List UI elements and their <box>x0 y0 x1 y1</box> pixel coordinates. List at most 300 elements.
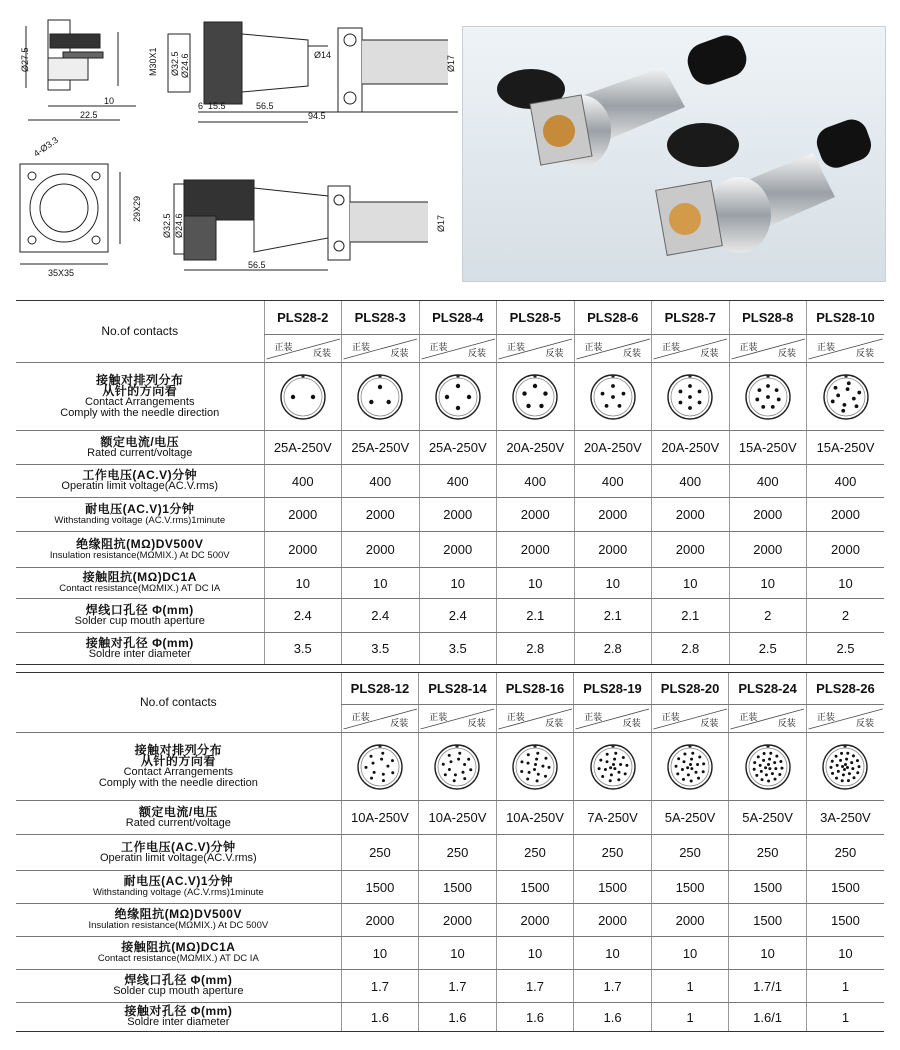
orientation-normal-label: 正装 <box>739 711 758 722</box>
spec-value: 400 <box>419 465 497 498</box>
label-en: Solder cup mouth aperture <box>113 985 244 997</box>
spec-value: 10 <box>264 568 342 599</box>
contact-pin <box>448 753 451 756</box>
contact-pin <box>601 774 604 777</box>
contact-pin <box>540 403 544 407</box>
contact-pin <box>766 395 770 399</box>
model-row <box>16 301 884 335</box>
spec-row <box>16 532 884 568</box>
spec-value: 250 <box>341 835 419 871</box>
contact-pin <box>769 751 772 754</box>
spec-value: 2.4 <box>342 599 420 633</box>
connector-photo <box>462 26 886 282</box>
spec-value: 1500 <box>651 871 729 904</box>
contact-pin <box>468 757 471 760</box>
spec-value: 10 <box>341 937 419 970</box>
dim-label: 56.5 <box>256 101 274 111</box>
spec-value: 2.8 <box>652 633 730 665</box>
spec-value: 1 <box>806 970 884 1003</box>
spec-value: 250 <box>651 835 729 871</box>
spec-value: 2000 <box>419 498 497 532</box>
label-en: Withstanding voltage (AC.V.rms)1minute <box>54 514 226 526</box>
contact-arrangement-icon <box>433 372 483 422</box>
orientation-cell <box>651 705 729 733</box>
spec-value: 2000 <box>496 904 574 937</box>
contact-pin <box>464 777 467 780</box>
spec-value: 2.4 <box>264 599 342 633</box>
label-en: Contact Arrangements <box>85 395 195 408</box>
contact-arrangement-cell <box>342 363 420 431</box>
spec-value: 1.7 <box>574 970 652 1003</box>
spec-value: 10A-250V <box>341 801 419 835</box>
row-label <box>16 532 264 568</box>
contact-pin <box>830 399 834 403</box>
contact-arrangement-icon <box>510 742 560 792</box>
contact-pin <box>617 778 620 781</box>
dim-label: 56.5 <box>248 260 266 270</box>
contact-pin <box>773 777 776 780</box>
contact-pin <box>391 771 394 774</box>
dim-label: Ø17 <box>446 54 456 72</box>
spec-value: 400 <box>574 465 652 498</box>
contact-pin <box>852 767 855 770</box>
contact-pin <box>767 763 770 766</box>
contact-pin <box>619 762 622 765</box>
orientation-cell <box>807 335 885 363</box>
label-en: Rated current/voltage <box>87 446 193 459</box>
label-en: Insulation resistance(MΩMIX.) At DC 500V <box>88 920 269 931</box>
contact-pin <box>456 383 460 387</box>
spec-table-1 <box>16 300 884 665</box>
spec-value: 1.6 <box>574 1003 652 1032</box>
contact-pin <box>612 763 615 766</box>
spec-value: 2000 <box>342 532 420 568</box>
spec-value: 1 <box>651 970 729 1003</box>
model-name: PLS28-6 <box>574 301 652 335</box>
label-cn: 工作电压(AC.V)分钟 <box>121 839 236 854</box>
spec-value: 2.1 <box>497 599 575 633</box>
spec-value: 400 <box>264 465 342 498</box>
model-name: PLS28-20 <box>651 673 729 705</box>
contact-pin <box>852 754 855 757</box>
contact-pin <box>847 779 850 782</box>
contact-pin <box>857 771 860 774</box>
spec-row <box>16 431 884 465</box>
contact-pin <box>520 760 523 763</box>
spec-value: 10 <box>729 937 807 970</box>
orientation-reverse-label: 反装 <box>855 717 874 728</box>
row-label <box>16 568 264 599</box>
label-cn2: 从针的方向看 <box>140 753 216 768</box>
contact-pin <box>765 773 768 776</box>
contact-arrangement-cell <box>574 363 652 431</box>
contact-pin <box>762 758 765 761</box>
spec-value: 1500 <box>341 871 419 904</box>
spec-value: 20A-250V <box>497 431 575 465</box>
orientation-reverse-label: 反装 <box>700 347 719 358</box>
contact-pin <box>373 770 376 773</box>
contact-pin <box>764 766 767 769</box>
contact-pin <box>609 766 612 769</box>
contact-pin <box>456 405 460 409</box>
contact-arrangement-icon <box>588 372 638 422</box>
label-cn2: 从针的方向看 <box>102 383 178 398</box>
spec-value: 1.7 <box>419 970 497 1003</box>
orientation-reverse-label: 反装 <box>545 717 564 728</box>
contact-pin <box>380 757 383 760</box>
contact-pin <box>454 773 457 776</box>
spec-value: 1.6/1 <box>729 1003 807 1032</box>
contact-pin <box>843 767 846 770</box>
dim-label: Ø14 <box>314 50 332 60</box>
contact-pin <box>544 774 547 777</box>
contact-pin <box>702 762 705 765</box>
contact-pin <box>382 779 385 782</box>
spec-row <box>16 568 884 599</box>
model-name: PLS28-10 <box>807 301 885 335</box>
orientation-reverse-label: 反装 <box>545 347 564 358</box>
orientation-cell <box>264 335 342 363</box>
contact-pin <box>778 772 781 775</box>
contact-pin <box>697 776 700 779</box>
spec-value: 1.7 <box>341 970 419 1003</box>
contact-pin <box>523 391 527 395</box>
orientation-reverse-label: 反装 <box>777 717 796 728</box>
contact-pin <box>848 772 851 775</box>
no-of-contacts-label: No.of contacts <box>101 323 179 338</box>
contact-pin <box>527 761 530 764</box>
label-cn: 接触对孔径 Φ(mm) <box>124 1004 233 1018</box>
orientation-normal-label: 正装 <box>662 341 681 352</box>
row-label <box>16 431 264 465</box>
spec-value: 2.8 <box>497 633 575 665</box>
model-row <box>16 673 884 705</box>
orientation-cell <box>419 335 497 363</box>
orientation-normal-label: 正装 <box>661 711 680 722</box>
spec-value: 25A-250V <box>264 431 342 465</box>
contact-pin <box>836 393 840 397</box>
contact-pin <box>851 396 855 400</box>
contact-arrangement-icon <box>588 742 638 792</box>
contact-pin <box>759 769 762 772</box>
spec-value: 10 <box>574 568 652 599</box>
row-label <box>16 835 341 871</box>
label-en: Operatin limit voltage(AC.V.rms) <box>61 480 219 492</box>
orientation-cell <box>652 335 730 363</box>
contact-pin <box>679 400 683 404</box>
model-name: PLS28-24 <box>729 673 807 705</box>
model-name: PLS28-14 <box>419 673 497 705</box>
label-en: Solder cup mouth aperture <box>74 614 205 627</box>
contact-pin <box>771 772 774 775</box>
model-name: PLS28-3 <box>342 301 420 335</box>
contact-pin <box>840 758 843 761</box>
model-name: PLS28-12 <box>341 673 419 705</box>
model-name: PLS28-7 <box>652 301 730 335</box>
contact-pin <box>527 403 531 407</box>
spec-row <box>16 1003 884 1032</box>
spec-row <box>16 904 884 937</box>
contact-arrangement-cell <box>496 733 574 801</box>
spec-row <box>16 937 884 970</box>
contact-pin <box>364 765 367 768</box>
orientation-normal-label: 正装 <box>816 711 835 722</box>
contact-arrangement-cell <box>729 733 807 801</box>
contact-pin <box>846 766 849 769</box>
contact-pin <box>777 397 781 401</box>
contact-pin <box>611 395 615 399</box>
contact-pin <box>691 751 694 754</box>
contact-pin <box>695 770 698 773</box>
spec-value: 5A-250V <box>651 801 729 835</box>
spec-value: 2000 <box>574 532 652 568</box>
label-cn: 工作电压(AC.V)分钟 <box>82 468 198 482</box>
contact-pin <box>625 763 628 766</box>
contact-pin <box>311 394 315 398</box>
spec-value: 2000 <box>264 532 342 568</box>
contact-pin <box>762 752 765 755</box>
spec-value: 2000 <box>729 498 807 532</box>
orientation-reverse-label: 反装 <box>467 347 486 358</box>
spec-value: 250 <box>419 835 497 871</box>
contact-pin <box>837 769 840 772</box>
contact-pin <box>847 751 850 754</box>
spec-value: 250 <box>496 835 574 871</box>
label-en: Withstanding voltage (AC.V.rms)1minute <box>92 887 264 898</box>
contact-arrangement-cell <box>729 363 807 431</box>
contact-pin <box>613 757 616 760</box>
dim-label: 35X35 <box>48 268 75 278</box>
spec-value: 2000 <box>807 532 885 568</box>
header-label-cell <box>16 301 264 363</box>
spec-value: 10 <box>497 568 575 599</box>
orientation-normal-label: 正装 <box>817 341 836 352</box>
spec-value: 1500 <box>496 871 574 904</box>
orientation-cell <box>496 705 574 733</box>
spec-value: 1 <box>651 1003 729 1032</box>
spec-row <box>16 633 884 665</box>
spec-value: 10A-250V <box>419 801 497 835</box>
contact-pin <box>605 760 608 763</box>
dim-label: 15.5 <box>208 101 226 111</box>
contact-pin <box>613 767 616 770</box>
contact-arrangement-cell <box>419 733 497 801</box>
top-section <box>0 0 900 300</box>
spec-value: 3A-250V <box>806 801 884 835</box>
contact-pin <box>768 767 771 770</box>
spec-value: 10 <box>806 937 884 970</box>
spec-value: 10 <box>342 568 420 599</box>
no-of-contacts-label: No.of contacts <box>139 694 217 709</box>
contact-pin <box>535 757 538 760</box>
contact-pin <box>753 761 756 764</box>
label-en: Operatin limit voltage(AC.V.rms) <box>99 851 257 864</box>
arrangement-row <box>16 733 884 801</box>
spec-value: 1500 <box>419 871 497 904</box>
dim-label: Ø24.6 <box>180 53 190 78</box>
spec-value: 2000 <box>574 904 652 937</box>
orientation-cell <box>729 335 807 363</box>
contact-arrangement-icon <box>820 742 870 792</box>
dim-label: Ø17 <box>436 214 446 232</box>
orientation-cell <box>419 705 497 733</box>
orientation-normal-label: 正装 <box>351 711 370 722</box>
row-label <box>16 498 264 532</box>
contact-pin <box>698 389 702 393</box>
contact-pin <box>775 754 778 757</box>
contact-pin <box>370 776 373 779</box>
spec-value: 15A-250V <box>807 431 885 465</box>
orientation-reverse-label: 反装 <box>622 717 641 728</box>
contact-pin <box>291 394 295 398</box>
contact-pin <box>771 405 775 409</box>
model-name: PLS28-2 <box>264 301 342 335</box>
contact-pin <box>599 758 602 761</box>
row-label <box>16 733 341 801</box>
contact-pin <box>851 761 854 764</box>
contact-pin <box>467 394 471 398</box>
dim-label: Ø27.5 <box>20 47 30 72</box>
contact-pin <box>853 776 856 779</box>
label-en: Insulation resistance(MΩMIX.) At DC 500V <box>49 549 230 561</box>
contact-pin <box>688 384 692 388</box>
label-cn: 接触对排列分布 <box>134 742 223 757</box>
contact-pin <box>687 773 690 776</box>
spec-value: 10 <box>729 568 807 599</box>
dim-label: 22.5 <box>80 110 98 120</box>
spec-value: 2000 <box>574 498 652 532</box>
spec-value: 1.6 <box>419 1003 497 1032</box>
contact-arrangement-cell <box>341 733 419 801</box>
contact-arrangement-icon <box>665 742 715 792</box>
spec-value: 2 <box>807 599 885 633</box>
contact-pin <box>768 757 771 760</box>
orientation-reverse-label: 反装 <box>700 717 719 728</box>
contact-pin <box>387 399 391 403</box>
orientation-normal-label: 正装 <box>429 711 448 722</box>
contact-pin <box>760 778 763 781</box>
row-label <box>16 970 341 1003</box>
label-cn: 焊线口孔径 Φ(mm) <box>124 973 233 987</box>
spec-value: 2000 <box>419 904 497 937</box>
spec-value: 400 <box>807 465 885 498</box>
contact-pin <box>756 755 759 758</box>
contact-pin <box>683 760 686 763</box>
spec-value: 10 <box>574 937 652 970</box>
row-label <box>16 363 264 431</box>
spec-value: 10A-250V <box>496 801 574 835</box>
spec-value: 2000 <box>807 498 885 532</box>
contact-pin <box>609 773 612 776</box>
label-cn: 接触阻抗(MΩ)DC1A <box>82 570 197 584</box>
spec-value: 2000 <box>341 904 419 937</box>
contact-arrangement-cell <box>652 363 730 431</box>
contact-arrangement-cell <box>574 733 652 801</box>
contact-pin <box>611 384 615 388</box>
dim-label: 6 <box>198 101 204 111</box>
row-label <box>16 801 341 835</box>
contact-pin <box>675 764 678 767</box>
spec-value: 10 <box>651 937 729 970</box>
contact-pin <box>835 776 838 779</box>
label-cn: 接触对排列分布 <box>95 372 184 387</box>
contact-pin <box>369 399 373 403</box>
contact-pin <box>689 763 692 766</box>
spec-row <box>16 801 884 835</box>
contact-pin <box>755 773 758 776</box>
label-en2: Comply with the needle direction <box>98 776 258 789</box>
contact-pin <box>696 762 699 765</box>
contact-pin <box>391 759 394 762</box>
spec-value: 2.4 <box>419 599 497 633</box>
spec-value: 1 <box>806 1003 884 1032</box>
spec-value: 20A-250V <box>652 431 730 465</box>
contact-pin <box>830 765 833 768</box>
orientation-normal-label: 正装 <box>584 341 603 352</box>
contact-pin <box>836 763 839 766</box>
spec-value: 250 <box>729 835 807 871</box>
spec-value: 3.5 <box>342 633 420 665</box>
spec-value: 2000 <box>419 532 497 568</box>
contact-pin <box>533 767 536 770</box>
contact-pin <box>445 394 449 398</box>
contact-pin <box>537 772 540 775</box>
spec-value: 3.5 <box>264 633 342 665</box>
contact-pin <box>755 397 759 401</box>
contact-pin <box>682 777 685 780</box>
spec-value: 2000 <box>651 904 729 937</box>
contact-pin <box>683 752 686 755</box>
contact-pin <box>686 766 689 769</box>
orientation-normal-label: 正装 <box>584 711 603 722</box>
label-en: Contact resistance(MΩMIX.) AT DC IA <box>97 953 259 964</box>
orientation-reverse-label: 反装 <box>312 347 331 358</box>
row-label <box>16 937 341 970</box>
label-en2: Comply with the needle direction <box>60 406 220 419</box>
contact-pin <box>382 772 385 775</box>
label-cn: 耐电压(AC.V)1分钟 <box>85 501 195 516</box>
spec-value: 2.1 <box>574 599 652 633</box>
spec-value: 2000 <box>497 498 575 532</box>
label-cn: 接触对孔径 Φ(mm) <box>85 635 194 650</box>
contact-pin <box>617 404 621 408</box>
contact-arrangement-cell <box>651 733 729 801</box>
contact-pin <box>757 388 761 392</box>
contact-pin <box>464 762 467 765</box>
contact-arrangement-icon <box>743 372 793 422</box>
spec-value: 10 <box>652 568 730 599</box>
contact-pin <box>774 388 778 392</box>
contact-pin <box>842 402 846 406</box>
orientation-normal-label: 正装 <box>506 711 525 722</box>
orientation-cell <box>574 335 652 363</box>
orientation-cell <box>806 705 884 733</box>
dim-label: Ø32.5 <box>162 213 172 238</box>
orientation-normal-label: 正装 <box>507 341 526 352</box>
contact-pin <box>458 757 461 760</box>
spec-value: 1500 <box>729 871 807 904</box>
contact-pin <box>835 754 838 757</box>
label-cn: 额定电流/电压 <box>100 434 180 449</box>
contact-pin <box>846 381 850 385</box>
dim-label: 94.5 <box>308 111 326 121</box>
spec-value: 1.7/1 <box>729 970 807 1003</box>
contact-arrangement-icon <box>665 372 715 422</box>
orientation-normal-label: 正装 <box>429 341 448 352</box>
spec-value: 2000 <box>342 498 420 532</box>
spec-row <box>16 599 884 633</box>
orientation-cell <box>342 335 420 363</box>
